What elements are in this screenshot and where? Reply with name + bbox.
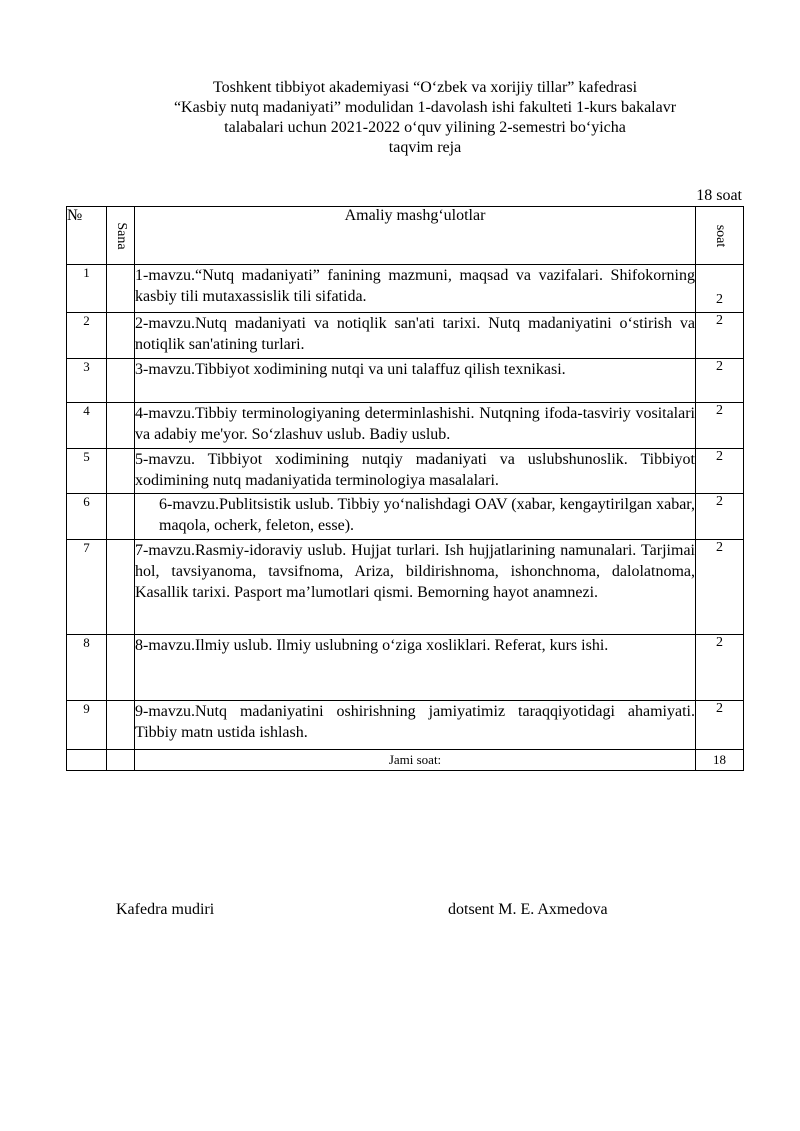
header-hours-label: soat	[712, 224, 728, 247]
table-row	[67, 494, 744, 540]
table-row	[67, 449, 744, 494]
schedule-table	[66, 206, 744, 771]
row-date	[107, 701, 135, 750]
row-number: 8	[67, 635, 107, 701]
total-label: Jami soat:	[135, 750, 696, 771]
header-date	[107, 207, 135, 265]
row-hours: 2	[696, 449, 744, 494]
row-hours: 2	[696, 540, 744, 635]
row-number: 2	[67, 313, 107, 359]
row-topic: 2-mavzu.Nutq madaniyati va notiqlik san'ati tarixi. Nutq madaniyatini o‘stirish va notiqlik san'atining turlari.	[135, 313, 696, 359]
table-header-row	[67, 207, 744, 265]
row-date	[107, 403, 135, 449]
row-topic: 9-mavzu.Nutq madaniyatini oshirishning jamiyatimiz taraqqiyotidagi ahamiyati. Tibbiy matn ustida ishlash.	[135, 701, 696, 750]
table-row	[67, 265, 744, 313]
row-hours: 2	[696, 313, 744, 359]
row-number: 5	[67, 449, 107, 494]
row-topic: 3-mavzu.Tibbiyot xodimining nutqi va uni talaffuz qilish texnikasi.	[135, 359, 696, 403]
table-row	[67, 635, 744, 701]
document-header	[100, 78, 750, 158]
header-line-1: Toshkent tibbiyot akademiyasi “O‘zbek va xorijiy tillar” kafedrasi	[212, 79, 638, 96]
row-hours: 2	[696, 494, 744, 540]
table-row	[67, 359, 744, 403]
table-row	[67, 540, 744, 635]
row-hours: 2	[696, 403, 744, 449]
signature-position: Kafedra mudiri	[116, 901, 215, 918]
header-line-4: taqvim reja	[388, 139, 462, 156]
row-topic: 6-mavzu.Publitsistik uslub. Tibbiy yo‘nalishdagi OAV (xabar, kengaytirilgan xabar, maqola, ocherk, feleton, esse).	[135, 494, 696, 540]
table-row	[67, 701, 744, 750]
header-line-3: talabalari uchun 2021-2022 o‘quv yilining 2-semestri bo‘yicha	[224, 119, 626, 136]
row-date	[107, 359, 135, 403]
header-topic: Amaliy mashg‘ulotlar	[135, 207, 696, 265]
row-hours: 2	[696, 701, 744, 750]
row-number: 7	[67, 540, 107, 635]
total-row	[67, 750, 744, 771]
row-topic: 8-mavzu.Ilmiy uslub. Ilmiy uslubning o‘ziga xosliklari. Referat, kurs ishi.	[135, 635, 696, 701]
signature-name: dotsent M. E. Axmedova	[448, 901, 608, 918]
row-hours: 2	[696, 635, 744, 701]
total-hours-label: 18 soat	[696, 187, 742, 204]
row-date	[107, 635, 135, 701]
row-date	[107, 494, 135, 540]
row-topic: 7-mavzu.Rasmiy-idoraviy uslub. Hujjat turlari. Ish hujjatlarining namunalari. Tarjimai hol, tavsiyanoma, tavsifnoma, Ariza, bildirishnoma, ishonchnoma, dalolatnoma, Kasallik tarixi. Pasport ma’lumotlari qismi. Bemorning hayot anamnezi.	[135, 540, 696, 635]
row-number: 4	[67, 403, 107, 449]
row-topic: 4-mavzu.Tibbiy terminologiyaning determinlashishi. Nutqning ifoda-tasviriy vositalari va adabiy me'yor. So‘zlashuv uslub. Badiy uslub.	[135, 403, 696, 449]
row-number: 3	[67, 359, 107, 403]
header-number: №	[67, 207, 107, 265]
header-line-2: “Kasbiy nutq madaniyati” modulidan 1-davolash ishi fakulteti 1-kurs bakalavr	[173, 99, 677, 116]
row-date	[107, 540, 135, 635]
table-row	[67, 403, 744, 449]
row-date	[107, 449, 135, 494]
total-row-empty-date	[107, 750, 135, 771]
header-hours	[696, 207, 744, 265]
row-date	[107, 265, 135, 313]
row-hours: 2	[696, 359, 744, 403]
total-value: 18	[696, 750, 744, 771]
row-number: 6	[67, 494, 107, 540]
row-number: 9	[67, 701, 107, 750]
row-topic: 1-mavzu.“Nutq madaniyati” fanining mazmuni, maqsad va vazifalari. Shifokorning kasbiy tili mutaxassislik tili sifatida.	[135, 265, 696, 313]
row-number: 1	[67, 265, 107, 313]
table-row	[67, 313, 744, 359]
row-topic: 5-mavzu. Tibbiyot xodimining nutqiy madaniyati va uslubshunoslik. Tibbiyot xodimining nutq madaniyatida terminologiya masalalari.	[135, 449, 696, 494]
total-row-empty-number	[67, 750, 107, 771]
header-date-label: Sana	[113, 221, 129, 250]
row-date	[107, 313, 135, 359]
row-hours: 2	[696, 265, 744, 313]
